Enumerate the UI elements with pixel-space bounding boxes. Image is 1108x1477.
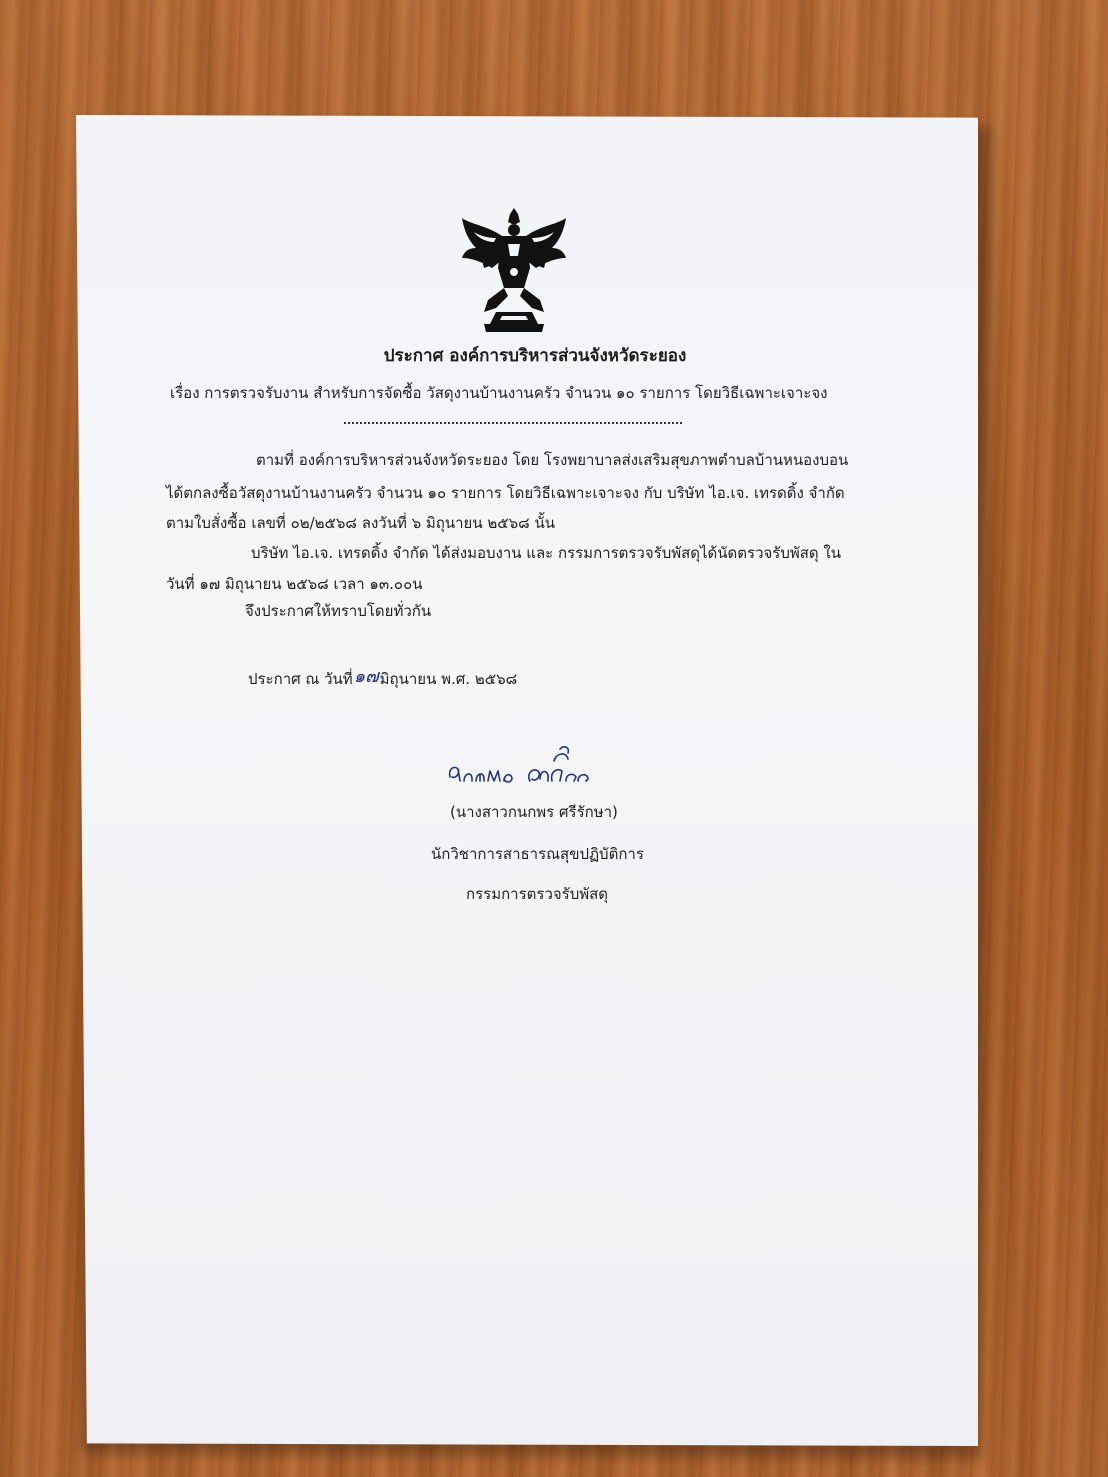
paragraph-2-line-2: วันที่ ๑๗ มิถุนายน ๒๕๖๘ เวลา ๑๓.๐๐น: [166, 575, 423, 593]
dotted-divider: [344, 422, 682, 424]
date-suffix: มิถุนายน พ.ศ. ๒๕๖๘: [379, 670, 518, 688]
paragraph-1-line-2: ได้ตกลงซื้อวัสดุงานบ้านงานครัว จำนวน ๑๐ รายการ โดยวิธีเฉพาะเจาะจง กับ บริษัท ไอ.เจ. เทรดดิ้ง จำกัด: [166, 484, 845, 502]
handwritten-day: ๑๗: [353, 666, 379, 687]
document-title: ประกาศ องค์การบริหารส่วนจังหวัดระยอง: [383, 346, 687, 366]
paragraph-1-line-3: ตามใบสั่งซื้อ เลขที่ ๐๒/๒๕๖๘ ลงวันที่ ๖ มิถุนายน ๒๕๖๘ นั้น: [166, 514, 555, 532]
date-prefix: ประกาศ ณ วันที่: [248, 670, 353, 688]
paragraph-1-line-1: ตามที่ องค์การบริหารส่วนจังหวัดระยอง โดย โรงพยาบาลส่งเสริมสุขภาพตำบลบ้านหนองบอน: [256, 451, 849, 469]
signatory-name: (นางสาวกนกพร ศรีรักษา): [450, 803, 618, 821]
signatory-position: นักวิชาการสาธารณสุขปฏิบัติการ: [431, 845, 644, 863]
paragraph-3: จึงประกาศให้ทราบโดยทั่วกัน: [245, 602, 432, 620]
garuda-emblem-icon: [458, 208, 570, 336]
paragraph-2-line-1: บริษัท ไอ.เจ. เทรดดิ้ง จำกัด ได้ส่งมอบงาน และ กรรมการตรวจรับพัสดุได้นัดตรวจรับพัสดุ ใน: [251, 544, 841, 562]
document-subject: เรื่อง การตรวจรับงาน สำหรับการจัดซื้อ วัสดุงานบ้านงานครัว จำนวน ๑๐ รายการ โดยวิธีเฉพาะเจาะจง: [170, 384, 828, 402]
announcement-date-line: [248, 663, 517, 692]
signatory-role: กรรมการตรวจรับพัสดุ: [466, 885, 609, 903]
handwritten-signature: [420, 735, 620, 795]
